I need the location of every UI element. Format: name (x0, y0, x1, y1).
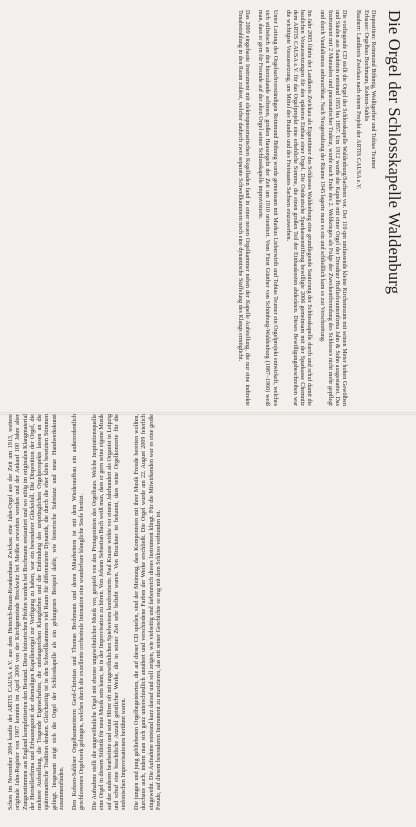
upper-text-panel (6, 4, 412, 408)
paragraph: Unter Leitung des Orgelsachverständigen Reinmund Böhmig wurde gemeinsam mit Markus Lieberwirth und Tobias Teumer ein Orgelprojekt entwickelt, welches sich stilistisch an den hierzulande seltenen, großen Hausorgeln der Zeit um 1910 orientiert. Vom Fürst Günther von Schönburg-Waldenburg (1887–1960) weiß man, dass er gern für Freunde auf der alten Orgel seiner Schlosskapelle improvisierte. (257, 10, 278, 406)
upper-body-text (236, 10, 347, 406)
organ-credits (354, 10, 376, 406)
paragraph: Die jungen und jung gebliebenen Orgelbegeisterten, die auf dieser CD spielen, sind der Meinung, dass Komponisten mit ihrer Musik Freude bereiten wollten, durchaus auch, indem man sich ganz unterschiedlich annähert und verschiedene Farben der Werke erschließt. Die Orgel wurde am 22. August 2009 feierlich eingeweiht. Die Aufnahme entstand kurz darauf und soll zeigen, wie vielseitig und farbenreich dieses Instrument klingt. Für die Mitwirkenden war es eine große Freude, auf diesem besonderen Instrument zu musizieren, das mit seiner Geschichte so eng mit dem Schloss verbunden ist. (133, 414, 162, 810)
credit-owner: Bauherr: Landkreis Zwickau nach einem Projekt der ARTIS CAUSA e.V. (355, 10, 362, 190)
credit-builder: Erbauer: Orgelbau Bochmann, Kohren-Sahlis (362, 10, 369, 122)
paragraph: Schon im November 2004 kaufte der ARTIS CAUSA e.V. aus dem Heinrich-Braun-Krankenhaus Zwickau eine Jahn-Orgel aus der Zeit um 1913, weitere originale Jahn-Register von 1907 konnten im April 2006 von der Kirchgemeinde Brockwitz bei Meißen erworben werden und der Ankauf 100 Jahre alter Zungenstimmen aus England komplettierten den Bestand. Diese historischen Pfeifen wurden bei Bochmann restauriert und wo nötig im originalen Klangmaterial der Herstellerfirma und Erbauungszeit der ehemaligen Kapellenorgel zur Verfügung zu haben, war ein besonderer Glücksfall. Die Disposition der Orgel, die mehrere Aufstellung, die Tragende Eigenschaften, die umfangreichen Klangfarben und die Einbindung des ursprünglichen Orgelprospekts lassen an die spätromantische Tradition denken. Gleichzeitig ist in den Schwellkammern viel Raum für differenzierte Dynamik, die durch die eher klein besetzten Stimmen gelingt. Insgesamt zeigt sich die Orgel der Schlosskapelle als ein gelungenes Beispiel dafür, wie historische Substanz und neue Handwerkskunst zusammenfinden. (8, 414, 66, 810)
document-title: Die Orgel der Schlosskapelle Waldenburg (385, 10, 404, 295)
credit-disposition: Disposition: Reinmund Böhmig, Weißigerber und Tobias Teumer (370, 10, 376, 169)
paragraph: Im Jahr 2005 führte der Landkreis Zwickau als Eigentümer des Schlosses Waldenburg eine grundlegende Sanierung der Schlosskapelle durch und schuf damit die baulichen Voraussetzungen für den späteren Einbau einer Orgel. Die Ostdeutsche Sparkassenstiftung bewilligte 2006 gemeinsam mit der Sparkasse Chemnitz dem ARTIS CAUSA e.V. für das Orgelprojekt eine erhebliche Summe, die einen großen Teil der Einbaukosten abdeckten. Dieses Bewilligungsbeschreiben war die wichtigste Voraussetzung, um Mittel des Bundes und des Freistaates Sachsen einzuwerben. (284, 10, 313, 406)
paragraph: Den Kohren-Sahliser Orgelbaumeistern Gerd-Christian und Thomas Bochmann und deren Mitarbeitern ist mit dem Wiederaufbau ein außerordentlich geschlossenes Orgelwerk gelungen, welches durch die exzellente orchestrale Intonation eine wunderbare klangliche Seele besitzt. (71, 414, 86, 810)
paragraph: Die vorliegende CD stellt die Orgel der Schlosskapelle Waldenburg/Sachsen vor. Der 110 qm umfassende kleine Kirchenraum mit seinen Meter hohen Gewölben und Säulen aus Sandstein entstand 1855 bis 1857. Um 1912 wurde die Kapelle mit einer Orgel der Dresdner Hoflieferantenfirma Jahn & Sohn ausgestattet. Das Instrument mit 2 Manualen und pneumatischer Traktur, wurde nach Ende des 2. Weltkrieges als Folge der Zweckentfremdung des Schlosses nicht mehr gepflegt und durch Vandalismus unbrauchbar. Nach Neugestaltung der Räume 1945 lagerte man es ein und schließlich kam es zur Verschrottung. (319, 10, 348, 406)
paragraph: Das 2009 eingebaute Instrument mit elektropneumatischen Kegelladen fand in einer neuen Orgelkammer neben der Kapelle Aufstellung, die nur eine indirekte Tonabstrahlung in den Raum zulässt, welcher dadurch zwei separate Schwellkammern noch eine dynamische Staffelung des Klangs ermöglicht. (237, 10, 251, 406)
lower-body-text (8, 414, 163, 810)
paragraph: Die Aufnahme stellt die ungewöhnliche Orgel mit ebenso ungewöhnlicher Musik vor, gespielt von den Protagonisten des Orgelbaus. Welche Inspirationsquelle eine Orgel in diesem Stilistik für neue Musik sein kann, ist in der Improvisation zu hören. Von Johann Sebastian Bach weiß man, dass er gern seine eigene Musik auf der anderen bearbeitete und seine Hörer oft mit ungewöhnlichen Spielweisen konfrontierte. Paul Krause wirkte vor einem Jahrhundert als Organist in Leipzig und schuf eine beachtliche Anzahl geistlicher Werke, die in seiner Zeit sehr beliebt waren. Von Bruckner ist bekannt, dass seine Orgelkonzerte für die sinfonischen Improvisationen berühmt waren. (91, 414, 128, 810)
lower-text-panel (6, 414, 412, 822)
